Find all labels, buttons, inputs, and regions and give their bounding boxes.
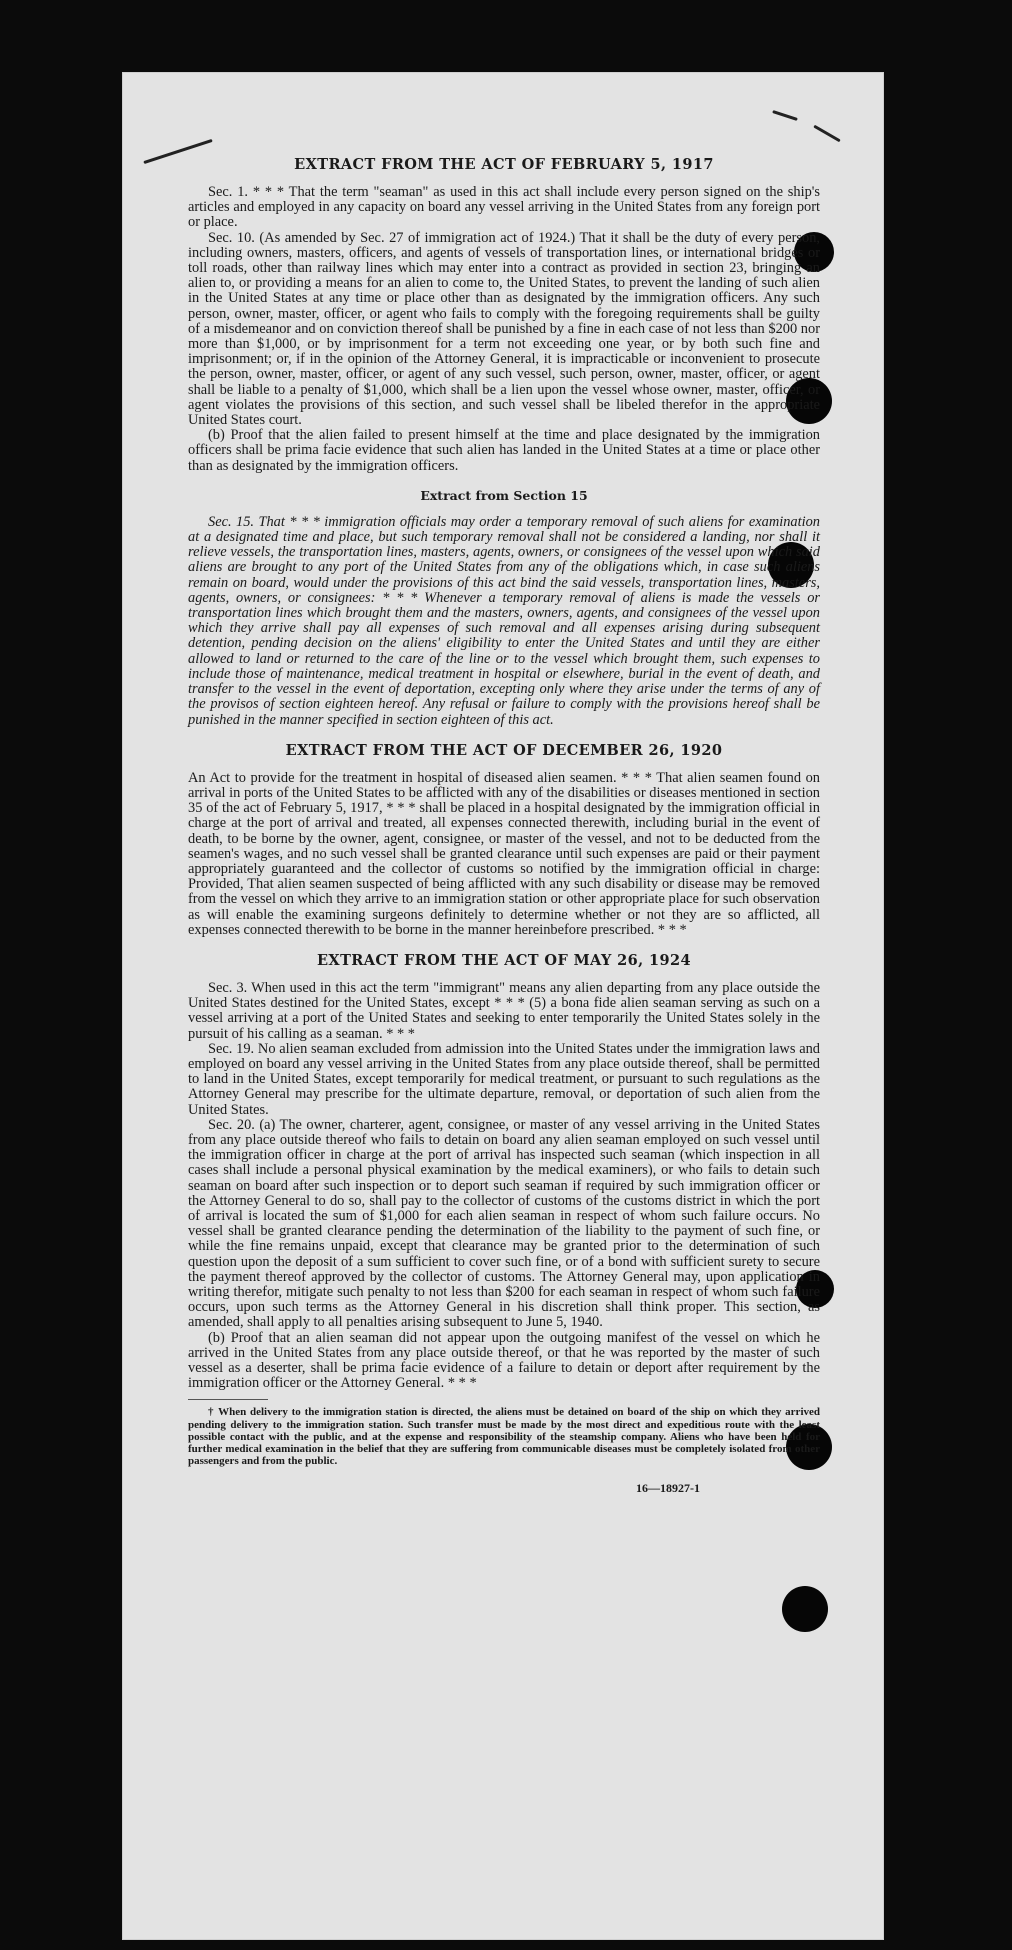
section-heading-1920: EXTRACT FROM THE ACT OF DECEMBER 26, 1920 bbox=[285, 741, 723, 759]
paragraph-proof-b: (b) Proof that the alien failed to present himself at the time and place designated by the immigration officers shall be prima facie evidence that such alien has landed in the United States at a time or place other than as designated by the immigration officers. bbox=[188, 427, 820, 474]
paragraph-sec-1: Sec. 1. * * * That the term "seaman" as used in this act shall include every person signed on the ship's articles and employed in any capacity on board any vessel arriving in the United States from any foreign port or place. bbox=[188, 184, 820, 231]
document-page bbox=[122, 72, 884, 1940]
paragraph-sec-20-b: (b) Proof that an alien seaman did not appear upon the outgoing manifest of the vessel on which he arrived in the United States from any place outside thereof, or that he was reported by the master of such vessel as a deserter, shall be prima facie evidence of a failure to detain or deport after requirement by the immigration officer or the Attorney General. * * * bbox=[188, 1329, 820, 1392]
paragraph-sec-10: Sec. 10. (As amended by Sec. 27 of immigration act of 1924.) That it shall be the duty of every person, including owners, masters, officers, and agents of vessels of transportation lines, or international bridges or toll roads, other than railway lines which may enter into a contract as provided in section 23, bringing an alien to, or providing a means for an alien to come to, the United States, to prevent the landing of such alien in the United States at any time or place other than as designated by the immigration officers. Any such person, owner, master, officer, or agent who fails to comply with the foregoing requirements shall be guilty of a misdemeanor and on conviction thereof shall be punished by a fine in each case of not less than $200 nor more than $1,000, or by imprisonment for a term not exceeding one year, or by both such fine and imprisonment; or, if in the opinion of the Attorney General, it is impracticable or inconvenient to prosecute the person, owner, master, officer, or agent of any such vessel, such person, owner, master, officer, or agent shall be liable to a penalty of $1,000, which shall be a lien upon the vessel whose owner, master, officer, or agent violates the provisions of this section, and such vessel shall be libeled therefor in the appropriate United States court. bbox=[188, 229, 820, 429]
document-body bbox=[188, 156, 820, 1496]
section-heading-1917: EXTRACT FROM THE ACT OF FEBRUARY 5, 1917 bbox=[294, 156, 714, 173]
print-code: 16—18927-1 bbox=[636, 1481, 700, 1496]
pen-mark-right-2 bbox=[813, 125, 840, 143]
punch-hole bbox=[782, 1586, 828, 1632]
paragraph-sec-19: Sec. 19. No alien seaman excluded from admission into the United States under the immigration laws and employed on board any vessel arriving in the United States from any place outside thereof, shall be permitted to land in the United States, except temporarily for medical treatment, or pursuant to such regulations as the Attorney General may prescribe for the ultimate departure, removal, or deportation of such alien from the United States. bbox=[188, 1040, 820, 1118]
footnote-rule bbox=[188, 1399, 268, 1400]
paragraph-sec-20: Sec. 20. (a) The owner, charterer, agent, consignee, or master of any vessel arriving in the United States from any place outside thereof who fails to detain on board any alien seaman employed on such vessel until the immigration officer in charge at the port of arrival has inspected such seaman (which inspection in all cases shall include a personal physical examination by the medical examiners), or who fails to detain such seaman on board after such inspection or to deport such seaman if required by such immigration officer or the Attorney General to do so, shall pay to the collector of customs of the customs district in which the port of arrival is located the sum of $1,000 for each alien seaman in respect of whom such failure occurs. No vessel shall be granted clearance pending the determination of the liability to the payment of such fine, or while the fine remains unpaid, except that clearance may be granted prior to the determination of such question upon the deposit of a sum sufficient to cover such fine, or of a bond with sufficient surety to secure the payment thereof approved by the collector of customs. The Attorney General may, upon application in writing therefor, mitigate such penalty to not less than $200 for each seaman in respect of whom such failure occurs, upon such terms as the Attorney General in his discretion shall think proper. This section, as amended, shall apply to all penalties arising subsequent to June 5, 1940. bbox=[188, 1116, 820, 1331]
paragraph-act-1920: An Act to provide for the treatment in hospital of diseased alien seamen. * * * That alien seamen found on arrival in ports of the United States to be afflicted with any of the disabilities or diseases mentioned in section 35 of the act of February 5, 1917, * * * shall be placed in a hospital designated by the immigration official in charge at the port of arrival and treated, all expenses connected therewith, including burial in the event of death, to be borne by the owner, agent, consignee, or master of the vessel, and not to be deducted from the seamen's wages, and no such vessel shall be granted clearance until such expenses are paid or their payment appropriately guaranteed and the collector of customs so notified by the immigration official in charge: Provided, That alien seamen suspected of being afflicted with any such disability or disease may be removed from the vessel on which they arrive to an immigration station or other appropriate place for such observation as will enable the examining surgeons definitely to determine whether or not they are so afflicted, all expenses connected therewith to be borne in the manner hereinbefore prescribed. * * * bbox=[188, 769, 820, 938]
pen-mark-right-1 bbox=[772, 110, 798, 121]
paragraph-sec-15: Sec. 15. That * * * immigration officials may order a temporary removal of such aliens for examination at a designated time and place, but such temporary removal shall not be considered a landing, nor shall it relieve vessels, the transportation lines, masters, agents, owners, or consignees of the vessel upon which said aliens are brought to any port of the United States from any of the obligations which, in case such aliens remain on board, would under the provisions of this act bind the said vessels, transportation lines, masters, agents, owners, or consignees: * * * Whenever a temporary removal of aliens is made the vessels or transportation lines which brought them and the masters, owners, agents, and consignees of the vessel upon which they arrive shall pay all expenses of such removal and all expenses arising during subsequent detention, pending decision on the aliens' eligibility to enter the United States and until they are either allowed to land or returned to the care of the line or to the vessel which brought them, such expenses to include those of maintenance, medical treatment in hospital or elsewhere, burial in the event of death, and transfer to the vessel in the event of deportation, excepting only where they arise under the terms of any of the provisos of section eighteen hereof. Any refusal or failure to comply with the provisions hereof shall be punished in the manner specified in section eighteen of this act. bbox=[188, 513, 820, 728]
footnote: † When delivery to the immigration station is directed, the aliens must be detained on board of the ship on which they arrived pending delivery to the immigration station. Such transfer must be made by the most direct and expeditious route with the least possible contact with the public, and at the expense and responsibility of the steamship company. Aliens who have been held for further medical examination in the belief that they are suffering from communicable diseases must be completely isolated from other passengers and from the public. bbox=[188, 1406, 820, 1468]
subheading-section-15: Extract from Section 15 bbox=[420, 487, 588, 503]
paragraph-sec-3: Sec. 3. When used in this act the term "immigrant" means any alien departing from any place outside the United States destined for the United States, except * * * (5) a bona fide alien seaman serving as such on a vessel arriving at a port of the United States and seeking to enter temporarily the United States solely in the pursuit of his calling as a seaman. * * * bbox=[188, 979, 820, 1042]
section-heading-1924: EXTRACT FROM THE ACT OF MAY 26, 1924 bbox=[316, 951, 692, 969]
